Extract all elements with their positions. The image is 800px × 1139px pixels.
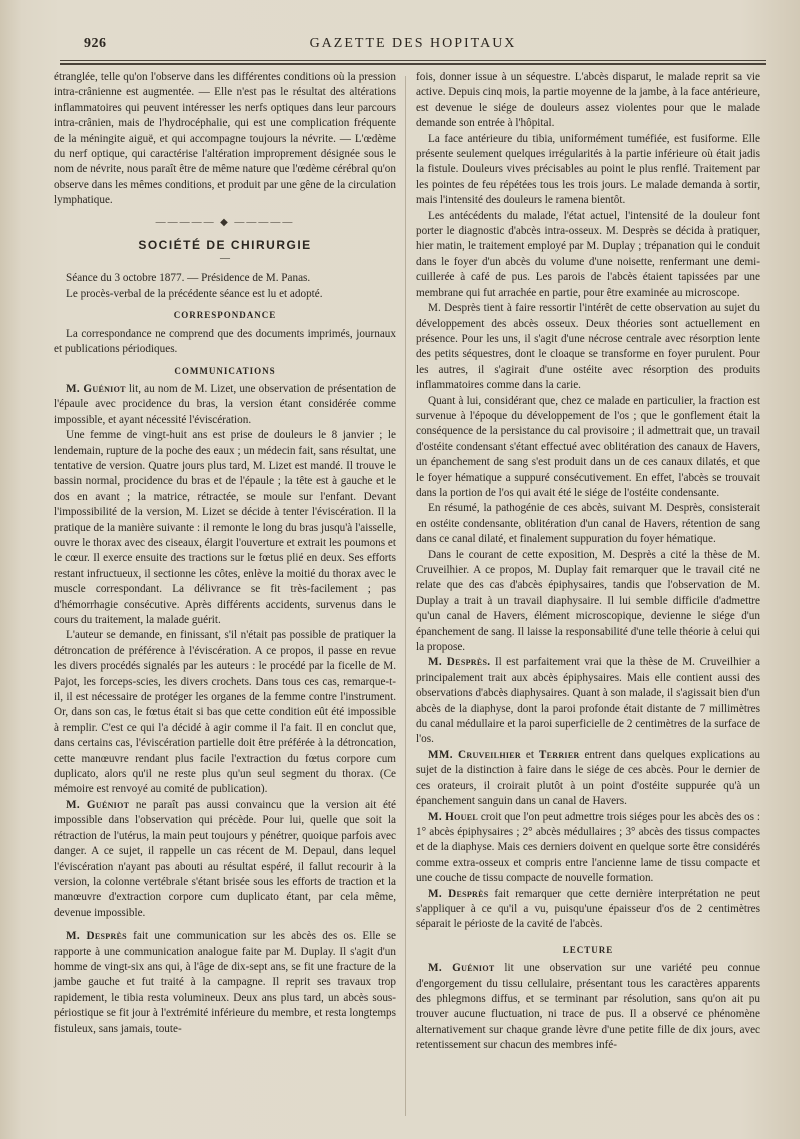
speaker-name: M. Desprès [66, 930, 127, 943]
paragraph-theories: M. Desprès tient à faire ressortir l'intérêt de cette observation au sujet du développement des abcès osseux. Deux théories sont actuellement en présence. Pour les uns, il s'agit d'une nécrose centrale avec résorption lente des petits séquestres, dont le cloaque se transforme en foyer purulent. Pour les autres, il s'agirait d'une ostéite avec résorption des produits inflammatoires comme dans la carie. [416, 302, 760, 392]
paragraph-text: entrent dans quelques explications au sujet de la distinction à faire dans le siége de ces abcès. Pour le dernier de ces orateurs, il croirait plutôt à un point d'ostéite suppurée qu'à un épanchement sanguin dans un canal de Havers. [416, 748, 761, 808]
speaker-name: M. Desprès. [428, 656, 491, 669]
paragraph-text: lit, au nom de M. Lizet, une observation de présentation de l'épaule avec procidence du bras, la version étant considérée comme impossible, et ayant nécessité l'éviscération. [54, 382, 397, 426]
section-title: SOCIÉTÉ DE CHIRURGIE [138, 238, 312, 253]
paragraph-text: Il est parfaitement vrai que la thèse de M. Cruveilhier a principalement trait aux abcès épiphysaires. Mais elle contient aussi des observations d'abcès diaphysaires. Quant à son malade, il s'agissait bien d'un abcès de la diaphyse, dont la paroi profonde était distante de 7 millimètres du canal médullaire et la paroi superficielle de 2 centimètres de la surface de l'os. [416, 656, 760, 746]
seance-line: Séance du 3 octobre 1877. — Présidence de M. Panas. [66, 272, 311, 285]
paragraph-despres-3 [416, 887, 760, 933]
paragraph-antecedents: Les antécédents du malade, l'état actuel, l'intensité de la douleur font porter le diagnostic d'abcès intra-osseux. M. Desprès se décida à pratiquer, hier matin, le traitement employé par M. Duplay ; trépanation qui le conduit dans le foyer d'un abcès du volume d'une noisette, renfermant une demi-cuillerée à café de pus. Les parois de l'abcès étaient tapissées par une membrane qui fut arrachée en partie, pour être examinée au microscope. [416, 209, 760, 299]
paragraph-gueniot-lecture [416, 961, 760, 1053]
paragraph-text: fait une communication sur les abcès des os. Elle se rapporte à une communication analogue faite par M. Duplay. Il s'agit d'un homme de vingt-six ans qui, à l'âge de dix-sept ans, se fit une fracture de la jambe gauche et fut traité à la campagne. Il reprit ses travaux trop rapidement, le tibia resta volumineux. Deux ans plus tard, un abcès sous-périostique se fit jour à l'extrémité inférieure du membre, et resta longtemps fistuleux, sans jamais, toute- [54, 930, 396, 1035]
section-separator: ————— ◆ ————— [155, 216, 295, 228]
intro-paragraph: étranglée, telle qu'on l'observe dans les différentes conditions où la pression intra-crânienne est augmentée. — Elle n'est pas le résultat des altérations inflammatoires qui peuvent intéresser les nerfs optiques dans leur parcours intra-crânien, mais de l'hydrocéphalie, qui est une complication fréquente de la méningite aiguë, et qui accompagne toujours la névrite. — L'œdème du nerf optique, qui caractérise l'altération improprement désignée sous le nom de névrite, nous paraît être de même nature que l'œdème cérébral qu'on observe dans les mêmes conditions, et produit par une gêne de la circulation lymphatique. [54, 71, 396, 207]
title-dash: — [220, 253, 230, 265]
paragraph-quant-a-lui: Quant à lui, considérant que, chez ce malade en particulier, la fraction est survenue à l'époque du développement de l'os ; que le gonflement était la conséquence de la persistance du cal provisoire ; il admettrait que, un travail d'ostéite condensant s'étant effectué avec oblitération des canaux de Havers, un épanchement de sang s'est produit dans un de ces canaux dilatés, et que le foyer hématique a suppuré consécutivement. En effet, l'abcès se trouvait dans la portion de l'os qui avait été le siége de l'ostéite condensante. [416, 394, 760, 499]
paragraph-author: L'auteur se demande, en finissant, s'il n'était pas possible de pratiquer la détroncation de préférence à l'éviscération. A ce propos, il passe en revue les divers procédés signalés par les auteurs : le procédé par la ficelle de M. Pajot, les forceps-scies, les divers crochets. Dans tous ces cas, remarque-t-il, il est nécessaire de protéger les organes de la femme contre l'instrument. Or, dans son cas, le fœtus était si bas que cette condition eût été impossible à remplir. C'est ce qui l'a décidé à agir comme il l'a fait. Il en conclut que, dans certains cas, l'éviscération partielle doit être préférée à la détroncation, cette manœuvre rendant plus facile l'extraction du fœtus corpore cum duplicato, alors qu'il ne reste plus qu'un seul segment du thorax. (Ce mémoire est renvoyé au comité de publication). [54, 629, 396, 796]
paragraph-gueniot-1 [54, 382, 396, 428]
paragraph-case: Une femme de vingt-huit ans est prise de douleurs le 8 janvier ; le lendemain, rupture de la poche des eaux ; un médecin fait, sans résultat, une tentative de version. Quatre jours plus tard, M. Lizet est mandé. Il trouve le bassin normal, procidence du bras et de l'épaule ; la tête est à gauche et le dos en avant ; la matrice, rétractée, se moule sur l'enfant. Devant l'impossibilité de la version, M. Lizet se décide à tenter l'éviscération. Il la pratique de la manière suivante : il remonte le long du bras jusqu'à l'aisselle, ouvre le thorax avec des ciseaux, élargit l'ouverture et extrait les poumons et le cœur. Il exerce ensuite des tractions sur le fœtus plié en deux. Ses efforts restant infructueux, il sectionne les côtes, enlève la moitié du thorax avec le muscle correspondant. La délivrance se fit très-facilement ; pas d'hémorrhagie consécutive. Après différents accidents, survenus dans le cours du traitement, la malade guérit. [54, 429, 396, 626]
speaker-name: M. Houel [428, 810, 479, 823]
proces-verbal: Le procès-verbal de la précédente séance est lu et adopté. [66, 287, 323, 300]
paragraph-cruveilhier-thesis: Dans le courant de cette exposition, M. Desprès a cité la thèse de M. Cruveilhier. A ce propos, M. Duplay fait remarquer que le travail cité ne relate que des cas d'abcès épiphysaires, tandis que l'observation de M. Duplay a trait à un travail diaphysaire. Il lui semble difficile d'admettre qu'un canal de Havers, élément microscopique, devienne le siége d'un épanchement de sang. Il laisse la responsabilité d'une telle théorie à celui qui la propose. [416, 548, 760, 654]
speaker-name: M. Desprès [428, 887, 489, 900]
speaker-name: M. Guéniot [428, 962, 495, 975]
paragraph-text: lit une observation sur une variété peu connue d'engorgement du tissu cellulaire, présentant tous les caractères apparents des phlegmons diffus, et se terminant par résolution, sans qu'on ait pu trouver aucune fluctuation, ni trace de pus. Il a observé ce phénomène alternativement sur chaque grande lèvre d'une petite fille de dix jours, avec retentissement sur chacun des membres infé- [416, 962, 760, 1052]
column-divider [405, 76, 406, 1116]
paragraph-gueniot-2 [54, 798, 396, 921]
speaker-name: Terrier [538, 748, 580, 761]
right-column [416, 70, 760, 1054]
spacer [54, 921, 396, 929]
correspondance-heading: CORRESPONDANCE [173, 310, 277, 321]
speaker-name: M. Guéniot [66, 382, 126, 395]
paragraph-houel [416, 810, 760, 887]
paragraph-text: ne paraît pas aussi convaincu que la version ait été impossible dans l'observation qui précède. Pour lui, quelle que soit la rétraction de l'utérus, la main peut toujours y pénétrer, quoique parfois avec danger. A ce sujet, il rappelle un cas récent de M. Depaul, dans lequel l'éviscération n'ayant pas abouti au résultat espéré, il fallut recourir à la version, la colonne vertébrale s'étant brisée sous les efforts de traction et la manœuvre d'extraction corpore cum duplicato étant, par cela même, devenue impossible. [54, 798, 396, 919]
paragraph-despres-2 [416, 655, 760, 747]
lecture-heading: LECTURE [562, 944, 614, 955]
correspondance-paragraph: La correspondance ne comprend que des documents imprimés, journaux et publications périodiques. [54, 327, 396, 356]
paragraph-resume: En résumé, la pathogénie de ces abcès, suivant M. Desprès, consisterait en ostéite condensante, oblitération d'un canal de Havers, rétention de sang dans ce canal dilaté, et finalement suppuration du foyer hématique. [416, 502, 760, 546]
paragraph-text: et [520, 748, 539, 761]
paragraph-cruveilhier-terrier [416, 748, 760, 810]
paragraph-continued: fois, donner issue à un séquestre. L'abcès disparut, le malade reprit sa vie active. Depuis cinq mois, la partie moyenne de la jambe, à la face antérieure, est devenue le siége de douleurs assez violentes pour que le malade demande son entrée à l'hôpital. [416, 71, 760, 130]
paragraph-text: fait remarquer que cette dernière interprétation ne peut s'appliquer à ce qu'il a vu, puisqu'une épaisseur d'os de 2 centimètres séparait le périoste de la cavité de l'abcès. [416, 887, 760, 931]
paragraph-tibia: La face antérieure du tibia, uniformément tuméfiée, est fusiforme. Elle présente seulement quelques irrégularités à la partie inférieure où était jadis la fistule. Douleurs vives précisables au point le plus renflé. Traitement par les pointes de feu répétées tous les trois jours. Le malade demanda à sortir, mais l'intensité des douleurs le ramena bientôt. [416, 132, 760, 207]
paragraph-despres-1 [54, 929, 396, 1037]
header-rule [60, 63, 766, 65]
page-number: 926 [84, 36, 107, 51]
paragraph-text: croit que l'on peut admettre trois siéges pour les abcès des os : 1° abcès épiphysaires ; 2° abcès médullaires ; 3° abcès des tissus compactes et de la diaphyse. Mais ces derniers doivent en quelque sorte être considérés comme extra-osseux et compris entre l'ancienne lame de tissu compacte et une couche de tissu compacte de nouvelle formation. [416, 810, 760, 885]
journal-title: GAZETTE DES HOPITAUX [309, 36, 517, 51]
page-header [60, 30, 766, 61]
communications-heading: COMMUNICATIONS [174, 365, 276, 376]
speaker-name: MM. Cruveilhier [428, 748, 521, 761]
left-column [54, 70, 396, 1037]
speaker-name: M. Guéniot [66, 798, 130, 811]
